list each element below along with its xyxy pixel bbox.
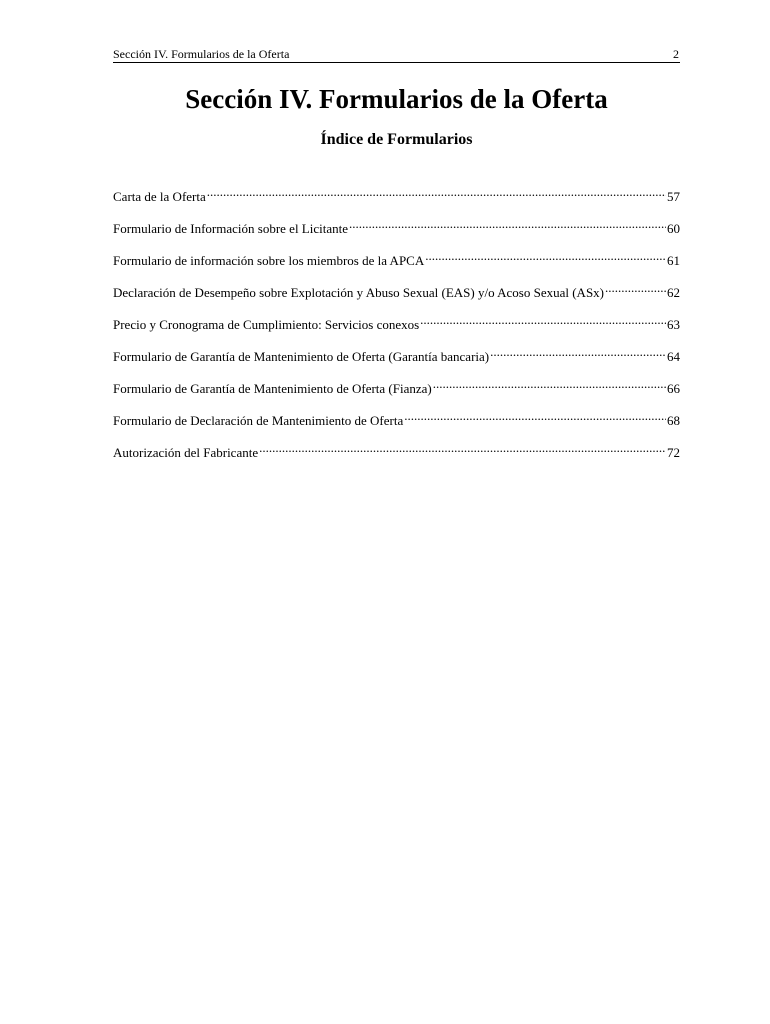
toc-entry-page: 68 [667,413,680,428]
toc-dot-leader [433,375,666,393]
toc-dot-leader [259,439,666,457]
toc-entry-garantia-bancaria[interactable] [113,343,680,375]
toc-entry-page: 66 [667,381,680,396]
toc-entry-precio-cronograma[interactable] [113,311,680,343]
toc-entry-garantia-fianza[interactable] [113,375,680,407]
toc-entry-page: 60 [667,221,680,236]
toc-entry-label: Formulario de Información sobre el Licitante [113,221,349,236]
toc-entry-label: Formulario de información sobre los miembros de la APCA [113,253,425,268]
toc-entry-page: 72 [667,445,680,460]
header-page-number: 2 [673,47,679,61]
toc-entry-declaracion-eas-asx[interactable] [113,279,680,311]
toc-entry-label: Precio y Cronograma de Cumplimiento: Servicios conexos [113,317,420,332]
toc-dot-leader [605,279,666,297]
toc-entry-page: 64 [667,349,680,364]
toc-dot-leader [349,215,666,233]
toc-entry-autorizacion-fabricante[interactable] [113,439,680,471]
section-title: Sección IV. Formularios de la Oferta [185,84,608,114]
index-subtitle: Índice de Formularios [320,131,473,148]
toc-entry-label: Declaración de Desempeño sobre Explotación y Abuso Sexual (EAS) y/o Acoso Sexual (ASx) [113,285,605,300]
toc-dot-leader [207,183,666,201]
toc-dot-leader [490,343,666,361]
running-header [113,47,680,63]
toc-entry-page: 62 [667,285,680,300]
header-title: Sección IV. Formularios de la Oferta [113,47,290,61]
toc-entry-informacion-licitante[interactable] [113,215,680,247]
toc-dot-leader [425,247,666,265]
toc-entry-label: Formulario de Garantía de Mantenimiento de Oferta (Fianza) [113,381,432,396]
toc-entry-carta-oferta[interactable] [113,183,680,215]
toc-entry-declaracion-mantenimiento[interactable] [113,407,680,439]
toc-entry-page: 57 [667,189,680,204]
toc-entry-page: 61 [667,253,680,268]
toc-entry-page: 63 [667,317,680,332]
table-of-contents [113,183,680,471]
toc-entry-label: Autorización del Fabricante [113,445,259,460]
toc-entry-label: Formulario de Garantía de Mantenimiento de Oferta (Garantía bancaria) [113,349,490,364]
toc-dot-leader [404,407,666,425]
toc-entry-miembros-apca[interactable] [113,247,680,279]
toc-entry-label: Carta de la Oferta [113,189,206,204]
toc-dot-leader [420,311,666,329]
toc-entry-label: Formulario de Declaración de Mantenimiento de Oferta [113,413,404,428]
